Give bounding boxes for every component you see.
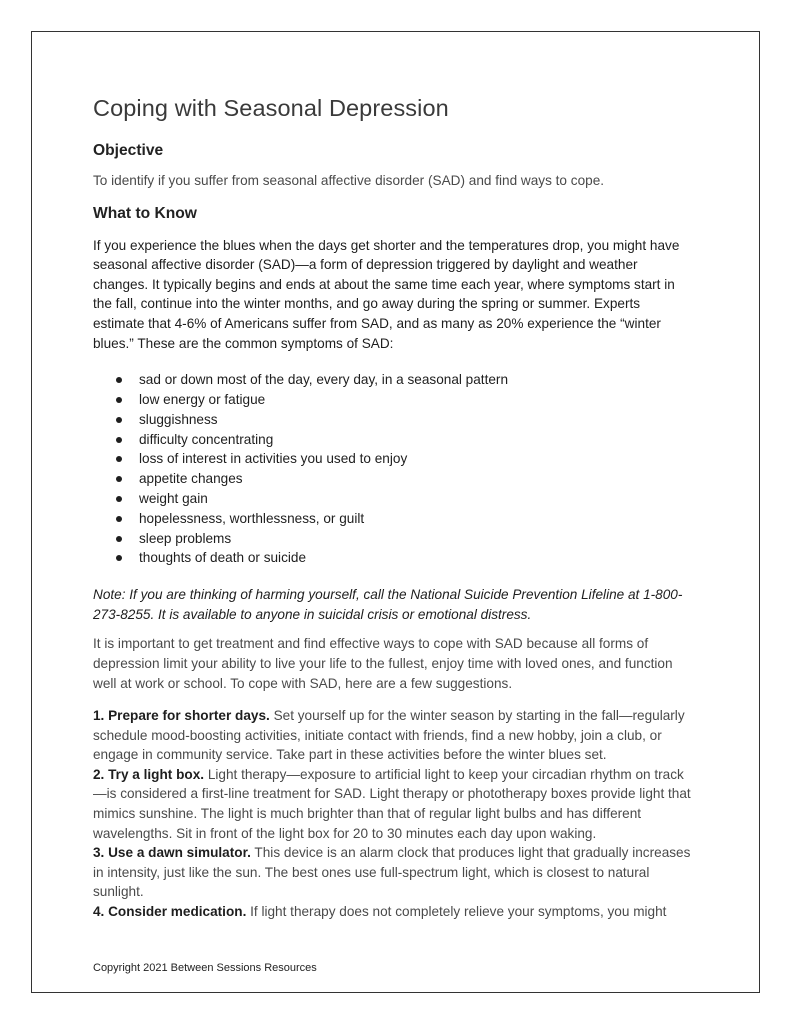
bullet-icon <box>116 555 122 561</box>
symptom-text: weight gain <box>139 490 208 506</box>
tip-label: 3. Use a dawn simulator. <box>93 845 251 861</box>
bullet-icon <box>116 496 122 502</box>
tip-paragraph <box>93 843 693 902</box>
symptom-text: hopelessness, worthlessness, or guilt <box>139 510 365 526</box>
lifeline-note: Note: If you are thinking of harming yourself, call the National Suicide Prevention Lifeline at 1-800-273-8255. It is available to anyone in suicidal crisis or emotional distress. <box>93 587 683 622</box>
bullet-icon <box>116 397 122 403</box>
symptom-item <box>115 449 693 469</box>
intro-paragraph: If you experience the blues when the days get shorter and the temperatures drop, you might have seasonal affective disorder (SAD)—a form of depression triggered by daylight and weather changes. It typically begins and ends at about the same time each year, where symptoms start in the fall, continue into the winter months, and go away during the spring or summer. Experts estimate that 4-6% of Americans suffer from SAD, and as many as 20% experience the “winter blues.” These are the common symptoms of SAD: <box>93 237 680 351</box>
bullet-icon <box>116 476 122 482</box>
symptom-item <box>115 370 693 390</box>
symptom-item <box>115 469 693 489</box>
symptom-text: low energy or fatigue <box>139 391 266 407</box>
symptom-item <box>115 529 693 549</box>
tip-label: 1. Prepare for shorter days. <box>93 708 270 724</box>
symptom-item <box>115 489 693 509</box>
symptom-item <box>115 390 693 410</box>
tip-paragraph <box>93 706 693 765</box>
symptom-text: difficulty concentrating <box>139 431 274 447</box>
tip-text: Set yourself up for the winter season by starting in the fall—regularly schedule mood-boosting activities, initiate contact with friends, find a new hobby, join a club, or engage in community service. Take part in these activities before the winter blues set. <box>93 708 685 763</box>
symptom-item <box>115 430 693 450</box>
symptom-text: loss of interest in activities you used to enjoy <box>139 451 408 467</box>
bullet-icon <box>116 437 122 443</box>
symptom-text: appetite changes <box>139 471 243 487</box>
tip-label: 2. Try a light box. <box>93 766 205 782</box>
objective-heading: Objective <box>93 142 164 159</box>
bullet-icon <box>116 456 122 462</box>
tip-text: If light therapy does not completely relieve your symptoms, you might <box>246 904 667 920</box>
bullet-icon <box>116 516 122 522</box>
objective-text: To identify if you suffer from seasonal affective disorder (SAD) and find ways to cope. <box>93 173 605 188</box>
tip-paragraph <box>93 765 693 843</box>
symptom-text: sluggishness <box>139 411 218 427</box>
symptom-item <box>115 410 693 430</box>
symptom-text: thoughts of death or suicide <box>139 550 307 566</box>
symptom-list <box>93 370 693 568</box>
tip-text: This device is an alarm clock that produces light that gradually increases in intensity, just like the sun. The best ones use full-spectrum light, which is closest to natural sunlight. <box>93 845 691 900</box>
bullet-icon <box>116 377 122 383</box>
copyright-footer: Copyright 2021 Between Sessions Resources <box>93 962 317 974</box>
coping-tips <box>93 706 693 922</box>
symptom-item <box>115 548 693 568</box>
tip-text: Light therapy—exposure to artificial light to keep your circadian rhythm on track—is considered a first-line treatment for SAD. Light therapy or phototherapy boxes provide light that mimics sunshine. The light is much brighter than that of regular light bulbs and has different wavelengths. Sit in front of the light box for 20 to 30 minutes each day upon waking. <box>93 766 691 841</box>
document-body <box>93 92 693 922</box>
importance-paragraph: It is important to get treatment and find effective ways to cope with SAD because all forms of depression limit your ability to live your life to the fullest, enjoy time with loved ones, and function well at work or school. To cope with SAD, here are a few suggestions. <box>93 636 673 691</box>
tip-paragraph <box>93 902 693 922</box>
symptom-text: sad or down most of the day, every day, in a seasonal pattern <box>139 372 509 388</box>
tip-label: 4. Consider medication. <box>93 904 247 920</box>
symptom-item <box>115 509 693 529</box>
bullet-icon <box>116 417 122 423</box>
symptom-text: sleep problems <box>139 530 232 546</box>
bullet-icon <box>116 536 122 542</box>
page-title: Coping with Seasonal Depression <box>93 95 449 121</box>
what-to-know-heading: What to Know <box>93 204 197 222</box>
